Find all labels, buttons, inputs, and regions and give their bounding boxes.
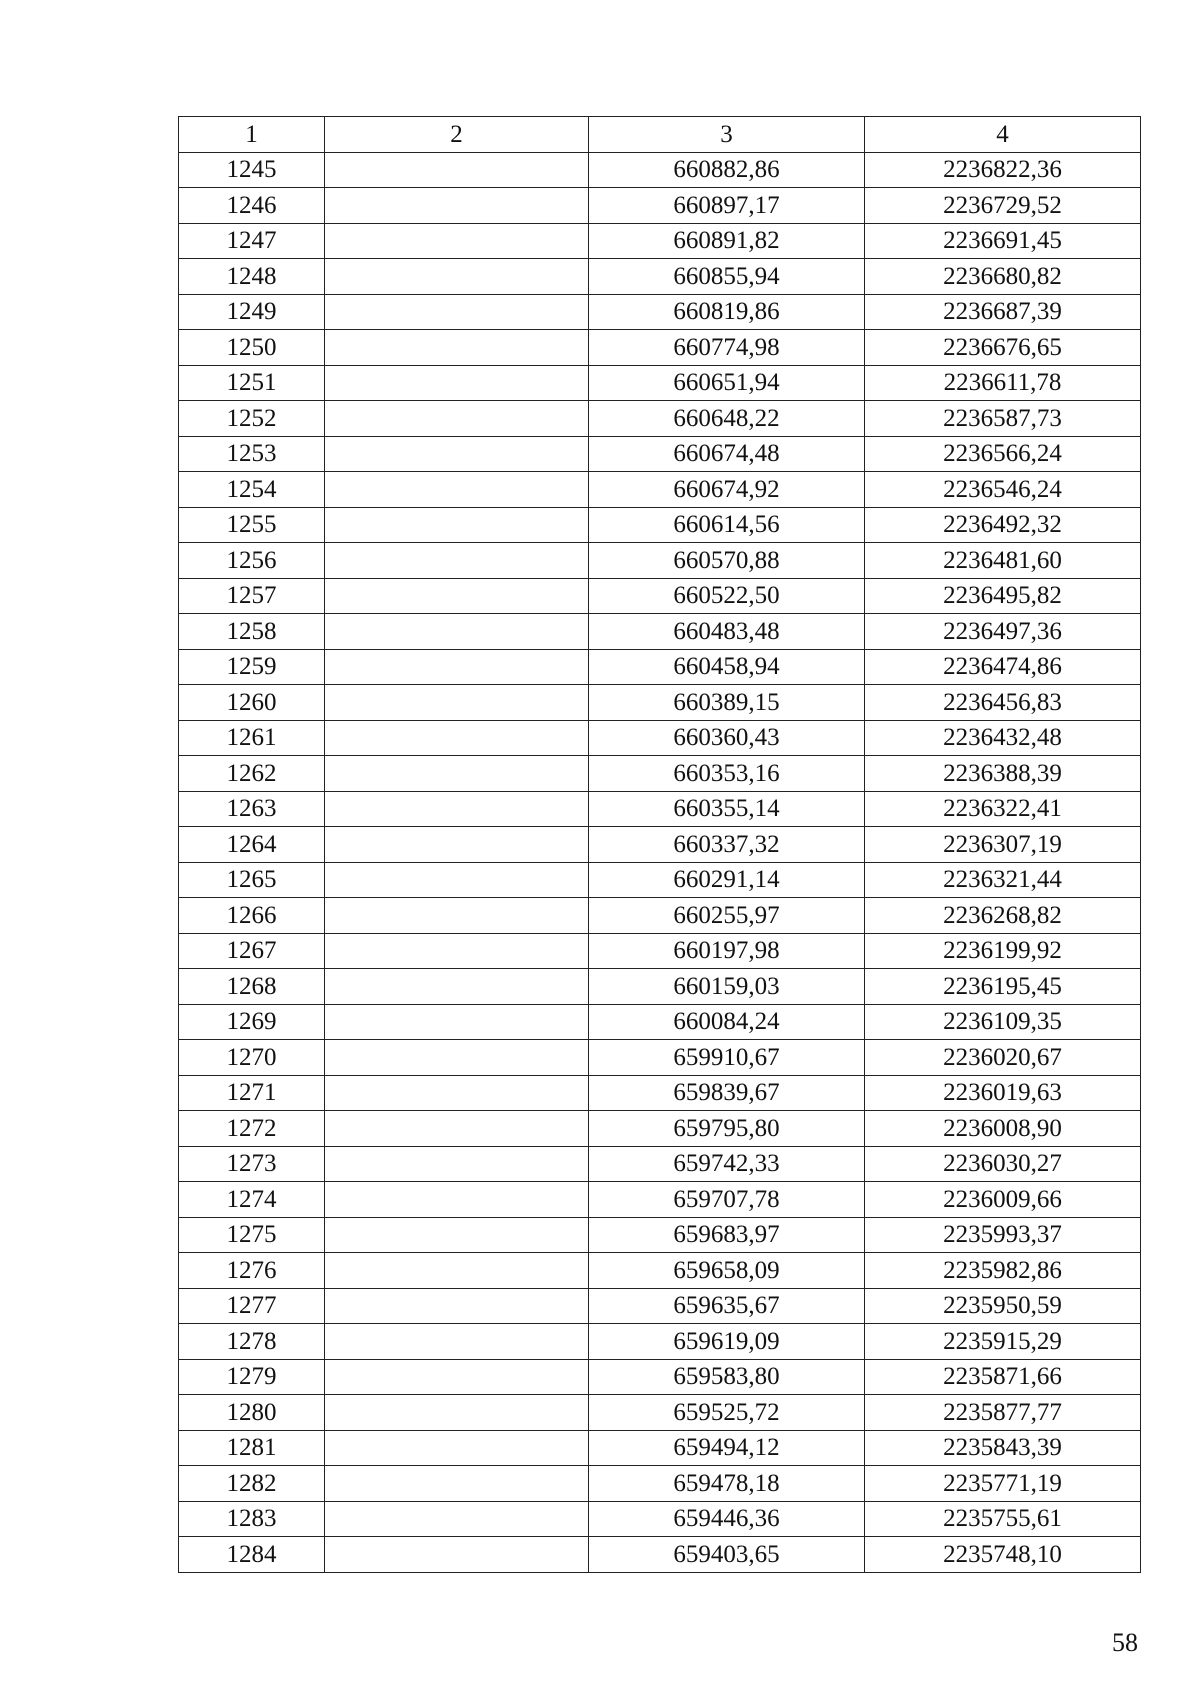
- table-row: [179, 969, 1141, 1005]
- table-row: [179, 1324, 1141, 1360]
- table-row: [179, 578, 1141, 614]
- x-coordinate-cell: 659683,97: [589, 1217, 865, 1253]
- empty-cell: [325, 1466, 589, 1502]
- x-coordinate-cell: 659478,18: [589, 1466, 865, 1502]
- empty-cell: [325, 1040, 589, 1076]
- x-coordinate-cell: 660159,03: [589, 969, 865, 1005]
- empty-cell: [325, 827, 589, 863]
- point-number-cell: 1255: [179, 507, 325, 543]
- x-coordinate-cell: 660774,98: [589, 330, 865, 366]
- y-coordinate-cell: 2235982,86: [865, 1253, 1141, 1289]
- empty-cell: [325, 1075, 589, 1111]
- empty-cell: [325, 969, 589, 1005]
- table-row: [179, 827, 1141, 863]
- table-row: [179, 649, 1141, 685]
- table-row: [179, 685, 1141, 721]
- empty-cell: [325, 791, 589, 827]
- y-coordinate-cell: 2236456,83: [865, 685, 1141, 721]
- empty-cell: [325, 152, 589, 188]
- point-number-cell: 1253: [179, 436, 325, 472]
- y-coordinate-cell: 2236020,67: [865, 1040, 1141, 1076]
- y-coordinate-cell: 2236030,27: [865, 1146, 1141, 1182]
- point-number-cell: 1246: [179, 188, 325, 224]
- column-header-4: 4: [865, 117, 1141, 153]
- empty-cell: [325, 685, 589, 721]
- empty-cell: [325, 1430, 589, 1466]
- y-coordinate-cell: 2236322,41: [865, 791, 1141, 827]
- x-coordinate-cell: 660819,86: [589, 294, 865, 330]
- table-row: [179, 898, 1141, 934]
- y-coordinate-cell: 2236432,48: [865, 720, 1141, 756]
- point-number-cell: 1276: [179, 1253, 325, 1289]
- y-coordinate-cell: 2236009,66: [865, 1182, 1141, 1218]
- point-number-cell: 1273: [179, 1146, 325, 1182]
- point-number-cell: 1274: [179, 1182, 325, 1218]
- y-coordinate-cell: 2236199,92: [865, 933, 1141, 969]
- point-number-cell: 1251: [179, 365, 325, 401]
- table-row: [179, 507, 1141, 543]
- y-coordinate-cell: 2236497,36: [865, 614, 1141, 650]
- y-coordinate-cell: 2235843,39: [865, 1430, 1141, 1466]
- empty-cell: [325, 1288, 589, 1324]
- empty-cell: [325, 1501, 589, 1537]
- empty-cell: [325, 578, 589, 614]
- x-coordinate-cell: 659795,80: [589, 1111, 865, 1147]
- x-coordinate-cell: 659635,67: [589, 1288, 865, 1324]
- y-coordinate-cell: 2236268,82: [865, 898, 1141, 934]
- x-coordinate-cell: 660360,43: [589, 720, 865, 756]
- y-coordinate-cell: 2235915,29: [865, 1324, 1141, 1360]
- x-coordinate-cell: 659403,65: [589, 1537, 865, 1573]
- x-coordinate-cell: 659707,78: [589, 1182, 865, 1218]
- empty-cell: [325, 436, 589, 472]
- column-header-3: 3: [589, 117, 865, 153]
- point-number-cell: 1278: [179, 1324, 325, 1360]
- point-number-cell: 1256: [179, 543, 325, 579]
- table-row: [179, 1288, 1141, 1324]
- table-row: [179, 365, 1141, 401]
- point-number-cell: 1257: [179, 578, 325, 614]
- x-coordinate-cell: 660648,22: [589, 401, 865, 437]
- x-coordinate-cell: 660337,32: [589, 827, 865, 863]
- y-coordinate-cell: 2235771,19: [865, 1466, 1141, 1502]
- table-row: [179, 259, 1141, 295]
- x-coordinate-cell: 660458,94: [589, 649, 865, 685]
- x-coordinate-cell: 660570,88: [589, 543, 865, 579]
- x-coordinate-cell: 660674,48: [589, 436, 865, 472]
- coordinates-table: [178, 116, 1141, 1573]
- table-row: [179, 862, 1141, 898]
- table-header-row: [179, 117, 1141, 153]
- empty-cell: [325, 1395, 589, 1431]
- empty-cell: [325, 1146, 589, 1182]
- point-number-cell: 1277: [179, 1288, 325, 1324]
- point-number-cell: 1252: [179, 401, 325, 437]
- empty-cell: [325, 543, 589, 579]
- empty-cell: [325, 1253, 589, 1289]
- point-number-cell: 1268: [179, 969, 325, 1005]
- point-number-cell: 1247: [179, 223, 325, 259]
- table-row: [179, 436, 1141, 472]
- point-number-cell: 1250: [179, 330, 325, 366]
- table-row: [179, 1217, 1141, 1253]
- empty-cell: [325, 223, 589, 259]
- point-number-cell: 1264: [179, 827, 325, 863]
- point-number-cell: 1248: [179, 259, 325, 295]
- y-coordinate-cell: 2235993,37: [865, 1217, 1141, 1253]
- table-row: [179, 294, 1141, 330]
- y-coordinate-cell: 2236481,60: [865, 543, 1141, 579]
- y-coordinate-cell: 2236587,73: [865, 401, 1141, 437]
- y-coordinate-cell: 2236691,45: [865, 223, 1141, 259]
- empty-cell: [325, 330, 589, 366]
- empty-cell: [325, 862, 589, 898]
- x-coordinate-cell: 659839,67: [589, 1075, 865, 1111]
- point-number-cell: 1282: [179, 1466, 325, 1502]
- empty-cell: [325, 365, 589, 401]
- column-header-2: 2: [325, 117, 589, 153]
- x-coordinate-cell: 660651,94: [589, 365, 865, 401]
- table-row: [179, 1253, 1141, 1289]
- x-coordinate-cell: 660614,56: [589, 507, 865, 543]
- empty-cell: [325, 614, 589, 650]
- empty-cell: [325, 1359, 589, 1395]
- table-row: [179, 1004, 1141, 1040]
- empty-cell: [325, 1111, 589, 1147]
- y-coordinate-cell: 2236680,82: [865, 259, 1141, 295]
- y-coordinate-cell: 2236495,82: [865, 578, 1141, 614]
- empty-cell: [325, 898, 589, 934]
- point-number-cell: 1275: [179, 1217, 325, 1253]
- point-number-cell: 1279: [179, 1359, 325, 1395]
- point-number-cell: 1270: [179, 1040, 325, 1076]
- point-number-cell: 1284: [179, 1537, 325, 1573]
- x-coordinate-cell: 659494,12: [589, 1430, 865, 1466]
- y-coordinate-cell: 2236822,36: [865, 152, 1141, 188]
- x-coordinate-cell: 659446,36: [589, 1501, 865, 1537]
- y-coordinate-cell: 2235755,61: [865, 1501, 1141, 1537]
- y-coordinate-cell: 2235871,66: [865, 1359, 1141, 1395]
- x-coordinate-cell: 660355,14: [589, 791, 865, 827]
- point-number-cell: 1254: [179, 472, 325, 508]
- table-row: [179, 1182, 1141, 1218]
- y-coordinate-cell: 2236008,90: [865, 1111, 1141, 1147]
- y-coordinate-cell: 2236611,78: [865, 365, 1141, 401]
- x-coordinate-cell: 660891,82: [589, 223, 865, 259]
- point-number-cell: 1260: [179, 685, 325, 721]
- point-number-cell: 1272: [179, 1111, 325, 1147]
- table-row: [179, 472, 1141, 508]
- x-coordinate-cell: 660084,24: [589, 1004, 865, 1040]
- empty-cell: [325, 1537, 589, 1573]
- table-row: [179, 1395, 1141, 1431]
- table-row: [179, 1040, 1141, 1076]
- table-row: [179, 1466, 1141, 1502]
- empty-cell: [325, 1004, 589, 1040]
- y-coordinate-cell: 2236307,19: [865, 827, 1141, 863]
- y-coordinate-cell: 2236109,35: [865, 1004, 1141, 1040]
- x-coordinate-cell: 659742,33: [589, 1146, 865, 1182]
- y-coordinate-cell: 2236019,63: [865, 1075, 1141, 1111]
- table-row: [179, 791, 1141, 827]
- empty-cell: [325, 756, 589, 792]
- point-number-cell: 1269: [179, 1004, 325, 1040]
- table-row: [179, 1359, 1141, 1395]
- y-coordinate-cell: 2236195,45: [865, 969, 1141, 1005]
- x-coordinate-cell: 659583,80: [589, 1359, 865, 1395]
- empty-cell: [325, 720, 589, 756]
- point-number-cell: 1258: [179, 614, 325, 650]
- table-row: [179, 720, 1141, 756]
- point-number-cell: 1265: [179, 862, 325, 898]
- point-number-cell: 1271: [179, 1075, 325, 1111]
- point-number-cell: 1281: [179, 1430, 325, 1466]
- y-coordinate-cell: 2236388,39: [865, 756, 1141, 792]
- table-row: [179, 614, 1141, 650]
- y-coordinate-cell: 2235877,77: [865, 1395, 1141, 1431]
- point-number-cell: 1263: [179, 791, 325, 827]
- empty-cell: [325, 933, 589, 969]
- page-number: 58: [1112, 1628, 1138, 1657]
- y-coordinate-cell: 2235748,10: [865, 1537, 1141, 1573]
- x-coordinate-cell: 660522,50: [589, 578, 865, 614]
- empty-cell: [325, 649, 589, 685]
- x-coordinate-cell: 660897,17: [589, 188, 865, 224]
- empty-cell: [325, 1324, 589, 1360]
- empty-cell: [325, 294, 589, 330]
- x-coordinate-cell: 660353,16: [589, 756, 865, 792]
- table-row: [179, 223, 1141, 259]
- point-number-cell: 1280: [179, 1395, 325, 1431]
- point-number-cell: 1262: [179, 756, 325, 792]
- x-coordinate-cell: 660855,94: [589, 259, 865, 295]
- empty-cell: [325, 1217, 589, 1253]
- x-coordinate-cell: 660882,86: [589, 152, 865, 188]
- y-coordinate-cell: 2236546,24: [865, 472, 1141, 508]
- table-row: [179, 188, 1141, 224]
- point-number-cell: 1261: [179, 720, 325, 756]
- x-coordinate-cell: 659619,09: [589, 1324, 865, 1360]
- point-number-cell: 1267: [179, 933, 325, 969]
- empty-cell: [325, 188, 589, 224]
- table-row: [179, 330, 1141, 366]
- point-number-cell: 1259: [179, 649, 325, 685]
- x-coordinate-cell: 659658,09: [589, 1253, 865, 1289]
- table-row: [179, 152, 1141, 188]
- point-number-cell: 1266: [179, 898, 325, 934]
- y-coordinate-cell: 2235950,59: [865, 1288, 1141, 1324]
- point-number-cell: 1245: [179, 152, 325, 188]
- empty-cell: [325, 1182, 589, 1218]
- y-coordinate-cell: 2236676,65: [865, 330, 1141, 366]
- table-row: [179, 1501, 1141, 1537]
- empty-cell: [325, 472, 589, 508]
- x-coordinate-cell: 660389,15: [589, 685, 865, 721]
- column-header-1: 1: [179, 117, 325, 153]
- y-coordinate-cell: 2236566,24: [865, 436, 1141, 472]
- y-coordinate-cell: 2236492,32: [865, 507, 1141, 543]
- y-coordinate-cell: 2236474,86: [865, 649, 1141, 685]
- table-row: [179, 401, 1141, 437]
- table-row: [179, 1430, 1141, 1466]
- point-number-cell: 1283: [179, 1501, 325, 1537]
- empty-cell: [325, 259, 589, 295]
- table-row: [179, 933, 1141, 969]
- x-coordinate-cell: 660483,48: [589, 614, 865, 650]
- x-coordinate-cell: 660291,14: [589, 862, 865, 898]
- empty-cell: [325, 507, 589, 543]
- x-coordinate-cell: 660674,92: [589, 472, 865, 508]
- y-coordinate-cell: 2236321,44: [865, 862, 1141, 898]
- x-coordinate-cell: 660255,97: [589, 898, 865, 934]
- table-row: [179, 1075, 1141, 1111]
- coordinates-table-body: [179, 117, 1141, 1573]
- table-row: [179, 1537, 1141, 1573]
- table-row: [179, 1111, 1141, 1147]
- table-row: [179, 756, 1141, 792]
- y-coordinate-cell: 2236687,39: [865, 294, 1141, 330]
- y-coordinate-cell: 2236729,52: [865, 188, 1141, 224]
- table-row: [179, 1146, 1141, 1182]
- point-number-cell: 1249: [179, 294, 325, 330]
- x-coordinate-cell: 659525,72: [589, 1395, 865, 1431]
- table-row: [179, 543, 1141, 579]
- x-coordinate-cell: 659910,67: [589, 1040, 865, 1076]
- empty-cell: [325, 401, 589, 437]
- x-coordinate-cell: 660197,98: [589, 933, 865, 969]
